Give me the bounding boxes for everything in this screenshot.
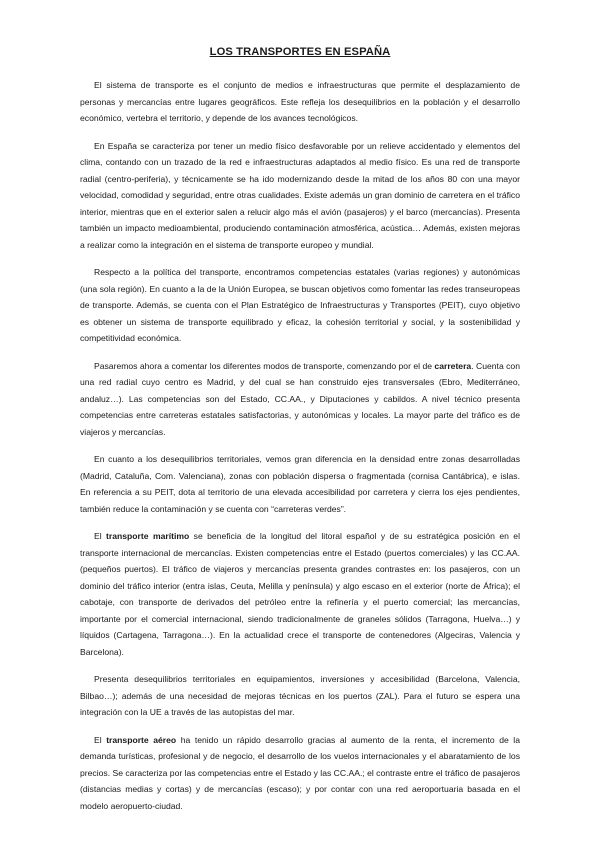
paragraph-text: El [94, 531, 107, 541]
paragraph-text: Presenta desequilibrios territoriales en equipamientos, inversiones y accesibilidad (Barcelona, Valencia, Bilbao…); además de una necesidad de mejoras técnicas en los puertos (ZAL). Para el futuro se espera una integración con la UE a través de las autopistas del mar. [80, 674, 520, 717]
document-title: LOS TRANSPORTES EN ESPAÑA [209, 46, 391, 58]
paragraph-aereo [80, 732, 520, 815]
paragraph-text-after: se beneficia de la longitud del litoral español y de su estratégica posición en el transporte internacional de mercancías. Existen competencias entre el Estado (puertos comerciales) y las CC.AA. (pequeños puertos). El tráfico de viajeros y mercancías presenta grandes contrastes en: los pasajeros, con un dominio del tráfico interior (entra islas, Ceuta, Melilla y península) y algo escaso en el exterior (norte de África); el cabotaje, con transporte de derivados del petróleo entre la refinería y el puerto comercial; las mercancías, importante por el comercial internacional, siendo tradicionalmente de graneles sólidos (Tarragona, Huelva…) y líquidos (Cartagena, Tarragona…). En la actualidad crece el transporte de contenedores (Algeciras, Valencia y Barcelona). [80, 531, 520, 657]
paragraph-text: El [94, 734, 107, 745]
paragraph-maritimo-desequilibrios [80, 671, 520, 721]
paragraph-text-after: ha tenido un rápido desarrollo gracias al aumento de la renta, el incremento de la demanda turísticas, profesional y de negocio, el desarrollo de los vuelos internacionales y el abaratamiento de los precios. Se caracteriza por las competencias entre el Estado y las CC.AA.; el contraste entre el tráfico de pasajeros (distancias medias y cortas) y de mercancías (escaso); y por contar con una red aeroportuaria basada en el modelo aeropuerto-ciudad. [80, 734, 520, 811]
paragraph-text-after: . Cuenta con una red radial cuyo centro es Madrid, y del cual se han construido ejes transversales (Ebro, Mediterráneo, andaluz…). Las competencias son del Estado, CC.AA., y Diputaciones y cabildos. A nivel técnico presenta competencias entre carreteras estatales satisfactorias, y autonómicas y locales. La mayor parte del tráfico es de viajeros y mercancías. [80, 360, 520, 437]
paragraph-text: Pasaremos ahora a comentar los diferentes modos de transporte, comenzando por el de [94, 360, 435, 371]
paragraph-carretera [80, 358, 520, 441]
paragraph-intro [80, 77, 520, 127]
paragraph-bold: transporte aéreo [106, 734, 177, 745]
paragraph-text: El sistema de transporte es el conjunto de medios e infraestructuras que permite el desplazamiento de personas y mercancías entre lugares geográficos. Este refleja los desequilibrios en la población y el desarrollo económico, vertebra el territorio, y depende de los avances tecnológicos. [80, 80, 520, 123]
paragraph-text: En cuanto a los desequilibrios territoriales, vemos gran diferencia en la densidad entre zonas desarrolladas (Madrid, Cataluña, Com. Valenciana), zonas con población dispersa o fragmentada (cornisa Cantábrica), e islas. En referencia a su PEIT, dota al territorio de una elevada accesibilidad por carretera y cierra los ejes pendientes, también reduce la contaminación y se cuenta con “carreteras verdes”. [80, 454, 520, 514]
paragraph-bold: carretera [434, 360, 472, 371]
paragraph-text: Respecto a la política del transporte, encontramos competencias estatales (varias regiones) y autonómicas (una sola región). En cuanto a la de la Unión Europea, se buscan objetivos como fomentar las redes transeuropeas de transporte. Además, se cuenta con el Plan Estratégico de Infraestructuras y Transportes (PEIT), cuyo objetivo es obtener un sistema de transporte equilibrado y eficaz, la cohesión territorial y social, y la sostenibilidad y competitividad económica. [80, 267, 520, 343]
paragraph-maritimo [80, 528, 520, 660]
paragraph-politica [80, 264, 520, 347]
paragraph-bold: transporte marítimo [106, 531, 190, 541]
paragraph-espana [80, 138, 520, 254]
paragraph-desequilibrios [80, 451, 520, 517]
paragraph-text: En España se caracteriza por tener un medio físico desfavorable por un relieve accidentado y elementos del clima, contando con un trazado de la red e infraestructuras adaptados al medio físico. Es una red de transporte radial (centro-periferia), y técnicamente se ha ido modernizando desde la mitad de los años 80 con una mayor velocidad, comodidad y seguridad, entre otras cualidades. Existe además un gran dominio de carretera en el tráfico interior, mientras que en el exterior salen a relucir algo más el avión (pasajeros) y el barco (mercancías). Presenta también un impacto medioambiental, produciendo contaminación atmosférica, acústica… Además, existen mejoras a realizar como la integración en el sistema de transporte europeo y mundial. [80, 140, 520, 250]
